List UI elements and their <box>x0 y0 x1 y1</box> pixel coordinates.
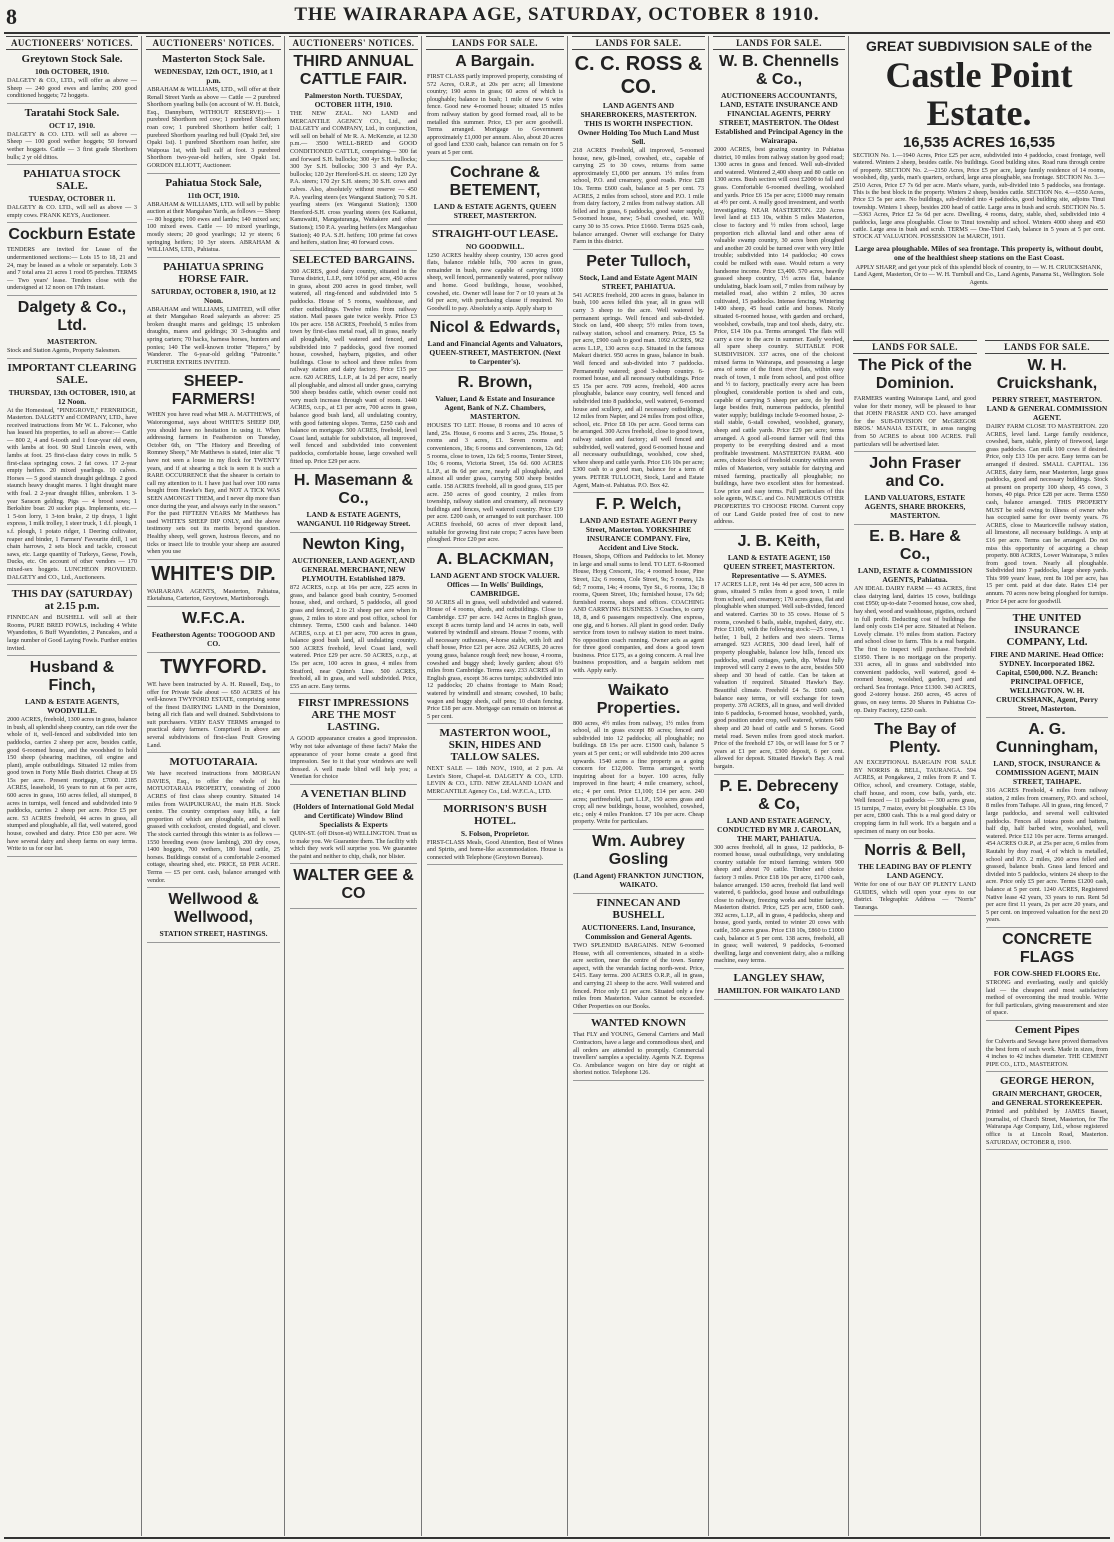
page-number: 8 <box>6 4 17 29</box>
advert-heading: Greytown Stock Sale. <box>21 53 123 65</box>
advert <box>573 1017 704 1081</box>
advert-heading: CONCRETE FLAGS <box>1002 930 1092 966</box>
advert-heading: Wm. Aubrey Gosling <box>592 832 685 868</box>
advert-subheading: LAND AGENTS AND SHAREBROKERS, MASTERTON. THIS IS WORTH INSPECTION. Owner Holding Too Much Land Must Sell. <box>577 101 700 146</box>
advert-body: 2000 ACRES, freehold, 1300 acres in grass, balance in bush, all splendid sheep country, can ride over the whole of it, well-fenced and subdivided into ten paddocks, carries 2 sheep per acre, besides cattle, good 6-roomed house, and the woodshed to hold 150 sheep (shearing machines, oil engine and plant), ample outbuildings. Situated 12 miles from good town in Forty Mile Bush district. Cheap at £6 15s per acre. Present mortgage, £7000. 2185 ACRES, leasehold, 16 years to run at 6s per acre, 600 acres in grass, 160 acres felled, all stumped, 8 acres in turnips, well fenced and subdivided into 9 paddocks, carries 2 sheep per acre. Price £5 per acre. 53 ACRES freehold, 44 acres in grass, all stumped and ploughable, all flat, well watered, good house, cowshed and dairy. Price £30 per acre. We have several dairy and sheep farms on easy terms. Write to us for our list. <box>7 716 138 853</box>
column-divider <box>708 36 709 1536</box>
advert-heading: A VENETIAN BLIND <box>300 788 407 800</box>
advert-body: AN EXCEPTIONAL BARGAIN FOR SALE BY NORRIS & BELL, TAURANGA. 594 ACRES, at Pongakawa, 2 miles from P. and T. Office, school, and creamery. Cottage, stable, chaff house, and room, cow bails, yards, etc. Well fenced — 11 paddocks — 300 acres grass, 15 turnips, 7 maize, every bit ploughable. £3 10s per acre, £800 cash. This is a real good dairy or cropping farm in full work. It's a bargain and a specimen of many on our books. <box>854 759 976 835</box>
advert-heading: John Fraser and Co. <box>869 455 961 491</box>
advert-subheading: Stock, Land and Estate Agent MAIN STREET, PAHIATUA. <box>579 272 698 291</box>
advert-subheading: STATION STREET, HASTINGS. <box>159 929 268 939</box>
advert-heading: WHITE'S DIP. <box>151 562 276 585</box>
advert <box>147 53 280 174</box>
advert <box>714 53 844 530</box>
advert-body: We have received instructions from MORGAN DAVIES, Esq., to offer the whole of his MOTUOTARAIA PROPERTY, consisting of 2000 ACRES of first class sheep country. Situated 14 miles from WAIPUKURAU, the main H.B. Stock centre. The country comprises easy hills, a fair proportion of which are ploughable, and is well grassed with cocksfoot, crested dogstail, and clover. The stock carried through this winter is as follows — 1550 breeding ewes (now lambing), 200 dry cows, 1400 hoggets, 700 wethers, 180 head cattle, 25 horses. Buildings consist of a comfortable 2-roomed cottage, shearing shed, etc. PRICE, £8 PER ACRE. Terms — £5 per cent. cash, balance arranged with vendor. <box>147 770 280 884</box>
advert-heading: SELECTED BARGAINS. <box>292 253 415 266</box>
advert-subheading: MASTERTON. <box>47 336 97 346</box>
advert-body: STRONG and everlasting, easily and quickly laid — the cheapest and most satisfactory method of overcoming the mud trouble. Write for full particulars, giving measurement and size of space. <box>986 978 1108 1017</box>
advert <box>427 727 563 799</box>
advert <box>854 455 976 525</box>
advert-body: FIRST-CLASS Meals, Good Attention, Best of Wines and Spirits, and home-like accommodation. House is connected with Telephone (Greytown Bureau). <box>427 838 563 861</box>
advert <box>854 357 976 452</box>
advert <box>986 1024 1108 1072</box>
advert-heading: MORRISON'S BUSH HOTEL. <box>443 802 547 827</box>
advert-subheading: AUCTIONEER, LAND AGENT, AND GENERAL MERCHANT, NEW PLYMOUTH. Established 1879. <box>291 556 415 584</box>
column-divider <box>567 36 568 1536</box>
advert-heading: R. Brown, <box>457 374 533 392</box>
advert-body: 50 ACRES all in grass, well subdivided and watered. House of 4 rooms, sheds, and outbuildings. Close to Cambridge. £37 per acre. 142 Acres in English grass, except 8 acres turnip land and 14 acres in oats, well watered by windmill and stream. House 7 rooms, with all necessary outhouses, 4-horse stable, with loft and chaff house, Price £21 per acre. 262 ACRES, 20 acres young grass, balance rough feed; new house, 4 rooms, cowshed and buggy shed; lovely garden; about 6½ miles from Cambridge. Terms easy. 233 ACRES all in English grass, except 36 acres turnips; subdivided into 12 paddocks; 20 chains frontage to Main Road; watered by windmill and stream; cowshed, 10 bails; wagon and buggy sheds, calf pens; 10 chain fencing. Price £18 per acre. Mortgage can remain on interest at 5 per cent. <box>427 598 563 720</box>
advert <box>427 164 563 225</box>
advert-subheading: Palmerston North. TUESDAY, OCTOBER 11TH, 1910. <box>304 91 403 109</box>
advert-heading: Masterton Stock Sale. <box>162 53 265 65</box>
footer-rule <box>4 1537 1110 1539</box>
advert-body: 300 ACRES, good dairy country, situated in the Turoa district, L.I.P., rent 10½d per acre, 450 acres in grass, about 200 acres in good timber, well watered, all ring-fenced and subdivided into 5 paddocks. House of 5 rooms, washhouse, and other outbuildings. Twelve miles from railway station. Mail passes gate twice weekly. Price £3 10s per acre. 158 ACRES, Freehold, 5 miles from town by first-class metal road, all in grass, nearly all ploughable, well watered and fenced, and subdivided into 7 paddocks, good five roomed house, cowshed, haybarn, pigsties, and other buildings. Close to school and three miles from railway station and dairy factory. Price £15 per acre. 620 ACRES, L.I.P., at 1s 2d per acre, nearly all ploughable, and almost all under grass, carrying 500 sheep besides cattle, which owner could not very much increase through want of room. 1440 ACRES, o.r.p., at £1 per acre, 700 acres in grass, balance good bush land, all undulating country, with good fattening slopes. Terms, £250 cash and balance on mortgage. 500 ACRES, freehold, level Coast land, suitable for subdivision, all improved, well fenced and subdivided into convenient paddocks, comfortable house, large cowshed well fitted up. Price £29 per acre. <box>290 267 417 465</box>
advert <box>986 721 1108 928</box>
advert-subheading: 11th OCT, 1910. <box>187 190 240 200</box>
advert-subheading: SATURDAY, OCTOBER 8, 1910, at 12 Noon. <box>151 286 276 305</box>
column-7-left <box>851 340 979 1536</box>
advert-subheading: OCT 17, 1910. <box>48 120 96 130</box>
advert-body: 1250 ACRES healthy sheep country, 130 acres good flats, balance ridable hills, 700 acres in grass, remainder in bush, now capable of carrying 1000 sheep, well fenced, permanently watered, poor railway and home. Good buildings, house, woolshed, cowshed, etc. Owner will lease for 7 or 10 years at 3s 6d per acre, with purchasing clause if required. No Goodwill to pay. Absolutely a snip. Apply sharp to <box>427 251 563 312</box>
advert-body: 800 acres, 4½ miles from railway, 1½ miles from school, all in grass except 80 acres; fenced and subdivided into 12 paddocks; all ploughable; no buildings. £8 15s per acre. £1500 cash, balance 5 years at 5 per cent.; or will subdivide into 200 acres upwards. 1540 acres a fine property as a going concern for £12,000. Terms arranged; worth inquiring about for a buyer. 100 acres, fully improved in fine heart; 4 mile creamery, school, etc.; 4 per cent. Price £1,100; £14 per acre. 240 acres; partfreehold, part L.I.P., 150 acres grass and crop; all new buildings, house, woolshed, cowshed, etc.; only 4 miles Frankton. £7 10s per acre. Cheap property. Write for particulars. <box>573 719 704 826</box>
column-divider <box>980 600 981 1536</box>
advert-body: Write for one of our BAY OF PLENTY LAND GUIDES, which will open your eyes to our district. Telegraphic Address — "Norris" Tauranga. <box>854 881 976 911</box>
advert <box>573 53 704 250</box>
advert-heading: A. G. Cunningham, <box>995 721 1099 757</box>
advert-subheading: HAMILTON. FOR WAIKATO LAND <box>717 986 841 996</box>
advert-heading: THE UNITED INSURANCE COMPANY, Ltd. <box>1006 612 1088 649</box>
advert-body: DAIRY FARM CLOSE TO MASTERTON. 220 ACRES, level land. Large family residence, cowshed, barn, stable, plenty of firewood, large grass paddocks. Can milk 100 cows if desired. Price, only £13 10s per acre. Easy terms can be arranged if desired. SMALL CAPITAL. 136 ACRES, dairy farm, near Masterton, large grass paddocks, good and necessary buildings. Stock at present on property 100 sheep, 45 cows, 3 horses, 40 pigs. Price £28 per acre. Terms £550 cash, balance arranged. THIS PROPERTY MUST be sold owing to illness of owner who has occupied same for over twenty years. 76 ACRES, close to Mauriceville railway station, all limestone, all necessary buildings. A snip at £16 per acre. Terms can be arranged. Do not miss this opportunity of acquiring a cheap property. 808 ACRES, Lower Wairarapa, 3 miles from good town. Nearly all ploughable. Subdivided into 7 paddocks, large sheep yards. This 999 years' lease, rent 8s 10d per acre, has 15 per cent. paid at due date. Rates £14 per annum. 70 acres now being ploughed for turnips. Price £4 per acre for goodwill. <box>986 423 1108 605</box>
advert-heading: GEORGE HERON, <box>999 1075 1095 1088</box>
advert-body: FIRST CLASS partly improved property, consisting of 572 Acres, O.R.P., at 20s per acre; all limestone country; 190 acres in grass; 60 acres of which is ploughable; balance in bush; 1 mile of new 6 wire fence. Good new 4-roomed house; situated 15 miles from railway station by good formed road, all to be metalled this summer. Price, £3 per acre goodwill. Terms arranged. Mortgage to Government approximately £1,000 per annum. Also, about 20 acres of good land £330 cash, balance can remain on for 5 years at 5 per cent. <box>427 73 563 156</box>
masthead <box>0 0 1114 32</box>
advert-heading: A. BLACKMAN, <box>436 550 554 568</box>
advert-heading: LANGLEY SHAW, <box>733 972 825 985</box>
advert-body: DALGETY & CO. LTD., will sell as above — 3 empty cows. FRANK KEYS, Auctioneer. <box>7 204 137 219</box>
advert <box>573 253 704 493</box>
advert-heading: WALTER GEE & CO <box>293 867 414 903</box>
banner-highlight: Large area ploughable. Miles of sea frontage. This property is, without doubt, one of the healthiest sheep stations on the East Coast. <box>855 243 1103 262</box>
banner-body: SECTION No. 1.—1940 Acres, Price £25 per acre, subdivided into 4 paddocks, coast frontage, well watered. Winters 2 sheep, besides cattle. No buildings. Good building sites. Road runs through centre of property. SECTION No. 2.—2150 Acres, Price £5 per acre, large family residence of 14 rooms, woolshed, dip, yards, man's quarters, orchard, large area ploughable, sea frontage. SECTION No. 3.—2510 Acres, Price £7 7s 6d per acre. Man's whare, yards, sub-divided into 5 paddocks, sea frontage. This is the best block in the property. Winters 2 sheep, besides cattle. SECTION No. 4.—6550 Acres, Price £3 5s per acre. No buildings, sub-divided into 4 paddocks, good building site, adjoins Tinui township. Winters 1 sheep, besides 200 head of cattle. Large area in bush and scrub. SECTION No. 5.—5363 Acres, Price £2 5s 6d per acre. Dwelling, 4 rooms, dairy, stable, shed, subdivided into 4 paddocks, large area ploughable. Close to Tinui township and school. Winters 4000 sheep and 450 cattle. Large area in bush and scrub. TERMS — One-Third Cash, balance in 5 years at 5 per cent. STOCK AT VALUATION. POSSESSION 1st MARCH, 1911. <box>853 153 1105 241</box>
advert <box>7 299 137 359</box>
advert-heading: C. C. ROSS & CO. <box>574 53 703 98</box>
advert-heading: Newton King, <box>302 536 405 554</box>
advert-body: HOUSES TO LET. House, 8 rooms and 10 acres of land, 25s. House, 6 rooms and 3 acres, 25s. House, 5 rooms and 3 acres, £1. Seven rooms and conveniences, 18s; 6 rooms and conveniences, 12s 6d; 5 rooms, close to town, 12s 6d; 5 rooms, Tenter Street, 10s; 6 rooms, Victoria Street, 15s 6d. 600 ACRES L.I.P., at 8s 6d per acre, nearly all ploughable, and almost all under grass, carrying 500 sheep besides cattle. 158 ACRES freehold, all in good grass, £15 per acre. 250 acres of good country, 2 miles from township, railway station and creamery, all necessary buildings and fences, well watered country. Price £19 per acre. £200 cash, or arranged to suit purchaser. 100 ACRES freehold, 60 acres of river deposit land, suitable for growing first rate crops; 7 acres have been ploughed. Price £20 per acre. <box>427 422 563 544</box>
advert-heading: PAHIATUA SPRING HORSE FAIR. <box>163 260 264 285</box>
advert-heading: J. B. Keith, <box>737 532 821 550</box>
column-4 <box>424 36 566 1536</box>
advert-body: DALGETY & CO. LTD. will sell as above — Sheep — 100 good wether hoggets; 50 forward wether hoggets. Cattle — 3 first grade Shorthorn bulls; 2 yr old dittos. <box>7 130 137 161</box>
advert-heading: Norris & Bell, <box>864 842 966 860</box>
advert <box>7 53 137 104</box>
advert-heading: Wellwood & Wellwood, <box>168 891 259 927</box>
advert <box>7 168 137 223</box>
advert <box>986 357 1108 609</box>
advert-heading: WANTED KNOWN <box>590 1017 687 1030</box>
advert-heading: Pahiatua Stock Sale, <box>165 176 262 189</box>
banner-rule <box>850 289 1108 290</box>
advert <box>147 756 280 888</box>
advert <box>7 107 137 165</box>
advert-body: Houses, Shops, Offices and Paddocks to let. Money in large and small sums to lend. TO LET. 6-Roomed House, Hoyg Crescent, 16s; 4 roomed house, Pine Street, 12s; 6 rooms, Cole Street, 9s; 5 rooms, 12s 6d; 7 rooms, 14s; 4 rooms, Tye St., 6 rooms, 13s; 8 rooms, Queen Street, 10s; furnished house, 17s 6d; furnished rooms, shops and offices. COACHING AND CARRYING BUSINESS. 3 Coaches, to carry 18, 8, and 6 passengers respectively. One express, one gig, and 6 horses. All plant in good order. Daily service from town to railway station to meet trains. No opposition coach running. Owner acts as agent for three good companies, and does a good town business. Price £175, as a going concern. A real live business proposition, and a bargain seldom met with. Apply early. <box>573 553 704 675</box>
advert-heading: IMPORTANT CLEARING SALE. <box>7 361 137 386</box>
advert <box>854 842 976 915</box>
advert-heading: THIRD ANNUAL CATTLE FAIR. <box>293 53 414 88</box>
advert <box>427 228 563 317</box>
advert-body: FINNECAN and BUSHELL will sell at their Rooms, PURE BRED FOWLS, including 4 White Wyandottes, 6 Buff Wyandottes, 2 Pancakes, and a large number of Good Laying Fowls. Further entries invited. <box>7 614 137 652</box>
advert <box>427 53 563 161</box>
advert-subheading: THE LEADING BAY OF PLENTY LAND AGENCY. <box>858 862 972 881</box>
advert-heading: THIS DAY (SATURDAY) at 2.15 p.m. <box>11 588 133 613</box>
advert <box>147 261 280 371</box>
advert-subheading: WEDNESDAY, 12th OCT., 1910, at 1 p.m. <box>153 67 274 85</box>
column-7-right <box>983 340 1111 1536</box>
advert <box>7 226 137 296</box>
advert-heading: SHEEP-FARMERS! <box>171 373 256 409</box>
advert-subheading: LAND AGENT AND STOCK VALUER. Offices — In Wells' Buildings, CAMBRIDGE. <box>430 570 560 598</box>
advert-subheading: PERRY STREET, MASTERTON. LAND & GENERAL COMMISSION AGENT. <box>986 395 1108 422</box>
advert <box>7 659 137 857</box>
advert <box>290 697 417 785</box>
advert-subheading: AUCTIONEERS. Land, Insurance, Commission and General Agents. <box>581 922 696 941</box>
advert-heading: E. B. Hare & Co., <box>869 528 961 564</box>
advert-heading: W. H. Cruickshank, <box>996 357 1098 392</box>
section-heading: LANDS FOR SALE. <box>572 36 705 50</box>
advert-body: 541 ACRES freehold, 200 acres in grass, balance in bush, 100 acres felled this year, all in grass will carry 3 sheep to the acre. Well watered by permanent springs. Well fenced and sub-divided. Stock on land, 400 sheep; 5½ miles from town, railway station, school and creamery. Price, £5 5s per acre, £900 cash to good man. 1092 ACRES, 962 acres L.I.P., 130 acres o.r.p. Situated in the famous Makuri district. 950 acres in grass, balance in bush. Well fenced and sub-divided into 7 paddocks. Permanently watered; good 3-sheep country. 6-roomed house, and all necessary outbuildings. Price £5 15s per acre. 709 acres, freehold, 400 acres ploughable, balance easy country, well fenced and subdivided into 8 paddocks, well watered, 6-roomed house and scullery, and all necessary outbuildings, 12 miles from Napier, and 24 miles from post office, school, etc. Price £8 10s per acre. Good terms can be arranged. 300 Acres freehold, close to good town, railway station and factory; all well fenced and subdivided, well watered, good 6-roomed house and all necessary outbuildings, woolshed, cow shed, where sheep and cattle yards. Price £16 10s per acre; £300 cash to a good man, balance for a term of years. PETER TULLOCH, Stock, Land and Estate Agent, Main-st. Pahiatua. P.O. Box 42. <box>573 291 704 489</box>
column-divider <box>284 36 285 1536</box>
advert <box>427 374 563 548</box>
advert-subheading: LAND AND ESTATE AGENT Perry Street, Masterton. YORKSHIRE INSURANCE COMPANY. Fire, Accident and Live Stock. <box>579 516 698 553</box>
advert-heading: The Pick of the Dominion. <box>858 357 972 392</box>
advert <box>427 803 563 866</box>
advert-heading: P. E. Debreceny & Co, <box>719 777 839 813</box>
advert-body: 316 ACRES Freehold, 4 miles from railway station, 2 miles from creamery, P.O. and school, 8 miles from Taihape. All in grass, ring fenced, 7 large paddocks, and several well cultivated paddocks. Fences all totara posts and battens, half dip, half barbed wire, woolshed, well watered. Price £12 10s per acre. Terms arranged. 454 ACRES O.R.P., at 25s per acre, 6 miles from Rautahi by dray road, 4 of which is metalled, school and P.O. 2 miles, 260 acres felled and grassed, balance bush. Grass land fenced and divided into 5 paddocks, winters 24 sheep to the acre. Price only £5 per acre. Terms £1200 cash, balance at 5 per cent. 1240 ACRES, Registered Native lease 42 years, 33 years to run. Rent 5d per acre first 11 years, 2s per acre 20 years, and 5 per cent. on improved valuation for the next 20 years. <box>986 787 1108 924</box>
advert-body: DALGETY & CO., LTD., will offer as above — Sheep — 240 good ewes and lambs; 200 good conditioned hoggets; 72 hoggets. <box>7 77 137 100</box>
advert-heading: Cochrane & BETEMENT, <box>449 163 541 199</box>
advert-subheading: (Land Agent) FRANKTON JUNCTION, WAIKATO. <box>573 870 704 889</box>
advert-heading: FINNECAN AND BUSHELL <box>596 896 681 921</box>
advert-subheading: LAND AND ESTATE AGENCY, CONDUCTED BY MR J. CAROLAN, THE MART, PAHIATUA. <box>717 815 841 843</box>
column-6 <box>711 36 847 1536</box>
advert <box>714 778 844 970</box>
advert <box>573 897 704 1014</box>
section-heading: LANDS FOR SALE. <box>853 340 977 354</box>
advert-heading: H. Masemann & Co., <box>293 472 414 508</box>
column-1 <box>4 36 140 1536</box>
advert <box>147 656 280 753</box>
advert-heading: FIRST IMPRESSIONS ARE THE MOST LASTING. <box>298 697 409 734</box>
banner-heading: GREAT SUBDIVISION SALE of the <box>865 38 1093 54</box>
advert-subheading: LAND & ESTATE AGENTS, WANGANUI. 110 Ridgeway Street. <box>296 510 411 529</box>
advert-body: Stock and Station Agents, Property Salesmen. <box>7 346 121 354</box>
advert-heading: Husband & Finch, <box>29 659 115 695</box>
section-heading: AUCTIONEERS' NOTICES. <box>6 36 138 50</box>
advert-heading: TWYFORD. <box>160 655 267 678</box>
advert <box>147 563 280 607</box>
advert-heading: F. P. Welch, <box>595 496 682 514</box>
advert-body: ABRAHAM & WILLIAMS, LTD. will sell by public auction at their Mangahao Yards, as follows — Sheep — 80 hoggets; 100 ewes and lambs; 140 mixed sex; 100 mixed ewes. Cattle — 10 mixed yearlings, mostly steers; 20 good yearlings; 12 yr steers; 6 springing heifers; 10 3yr steers. ABRAHAM & WILLIAMS, LTD., Pahiatua. <box>147 200 281 254</box>
advert-body: 2000 ACRES, best grazing country in Pahiatua district, 10 miles from railway station by good road; 1300 acres in grass and fenced. Well sub-divided and watered. Wintered 2,400 sheep and 80 cattle on 1300 acres. Bush section will cost £2000 to fall and grass. Comfortable 6-roomed dwelling, woolshed and yards. Price £6 15s per acre; £1000 may remain at 4½ per cent. A really good investment, and worth investigating. NEAR MASTERTON. 220 Acres level land at £13 10s, within 5 miles Masterton, close to factory and ½ miles from school, large proportion rich alluvial land and other area of valuable swamp country, 30 acres been ploughed and another 20 could be turned over with very little trouble; subdivided into 14 paddocks; 40 cows could be milked with ease. Would return a very handsome income. Price £3,400. 570 acres, heavily grassed sheep country, 1½ acres flat, balance undulating, black loam soil, 7 miles from railway by metalled road, also within 2 miles, 30 acres cultivated, 15 paddocks. Intense fencing. Wintering 1400 sheep, 45 head cattle and horses. Nicely situated 6-roomed house, with garden and orchard, woolshed, cowbails, trap and tool sheds, dairy, etc. Price, £14 10s p.a. Terms arranged. The flats will carry a cow to the acre in summer. Easily worked, all spare sheep country. SUITABLE FOR SUBDIVISION. 337 acres, one of the choicest mixed farms in Wairarapa, and possessing a large area of some of the finest river flats, within easy reach of town, 1 mile from school, and post office and ½ to factory, practically every acre has been ploughed, considerable portion is shed and cuts, capable of carrying 5 sheep per acre, do by feed large besides fruit, numerous paddocks, plentiful water supply; buildings include 9-roomed house, 2-stall stable, 6-stall cowshed, woolshed, granary, sheep and cattle yards. Price £29 per acre; terms arranged. A good all-round farmer will find this property to be everything desired and a most profitable investment. MASTERTON FARM. 400 acres, choice block of freehold country within seven miles of Masterton, very suitable for dairying and mixed farming, practically all ploughable; no buildings, have two excellent sites for homestead. Low price and easy terms. Full particulars of this sole agents, W.B.C. and Co. NUMEROUS OTHER PROPERTIES TO CHOOSE FROM. Current copy of our Land Guide posted free of cost to new address. <box>714 146 844 526</box>
advert-body: 872 ACRES, o.r.p. at 16s per acre, 225 acres in grass, and balance good bush country, 5-roomed house, shed, and orchard, 5 paddocks, all good grass and fenced, 2 to 21 sheep per acre when in grass, 2 miles to store and post office, school for chimney. Terms, £500 cash and balance. 1440 ACRES, o.r.p. at £1 per acre, 700 acres in grass, balance good bush land, all undulating country. 500 ACRES freehold, level Coast land, well watered. Price £29 per acre. 50 ACRES, o.r.p., at 15s per acre, 100 acres in grass, 4 miles from Stratford, near Quinn's Line. 500 ACRES, freehold, all in grass, and well subdivided. Price, £55 an acre. Easy terms. <box>290 584 417 690</box>
advert-subheading: LAND & ESTATE AGENT, 150 QUEEN STREET, MASTERTON. Representative — S. AYMES. <box>723 552 835 580</box>
advert-body: 17 ACRES L.I.P., rent 14s 4d per acre, 500 acres in grass, situated 5 miles from a good town, 1 mile from school, and creamery; 170 acres grass, flat and ploughable when stumped. Well sub-divided, fenced and watered. Carries 30 to 35 cows. House of 5 rooms, cowshed 6 bails, stable, trapshed, dairy, etc. Price £1100, with the following stock:—25 cows, 1 heifer, 1 bull, 2 heifers and two steers. Terms arranged. 923 ACRES, 300 dead level, half of property ploughable, balance low hills, fenced six paddocks, small cottages, yards, dip. Wheat fully improved will carry 2 ewes to the acre, besides 500 sheep and 30 head of cattle. Can be taken at valuation if required. Situated Hawke's Bay. Beautiful climate. Freehold £4 5s. £600 cash, balance easy terms, or will exchange for town property. 378 ACRES, all in grass, and well divided into 6 paddocks, 6-roomed house, woolshed, yards, good position under crop, well watered, winters 640 sheep and 20 head of cattle and 5 horses. Good metal road. Seven miles from good stock market. Price of the freehold £7 10s, or will lease for 5 or 7 years at £1 per acre, £300 deposit, 6 per cent. allowed for deposit. Situated Hawke's Bay. A real bargain. <box>714 580 844 770</box>
advert-heading: Cockburn Estate <box>8 226 136 244</box>
column-5 <box>570 36 707 1536</box>
advert-subheading: LAND VALUATORS, ESTATE AGENTS, SHARE BROKERS, MASTERTON. <box>864 493 966 521</box>
advert-subheading: LAND & ESTATE AGENTS, WOODVILLE. <box>25 697 119 716</box>
advert <box>427 319 563 371</box>
advert <box>854 721 976 839</box>
advert-subheading: LAND, ESTATE & COMMISSION AGENTS, Pahiatua. <box>857 566 973 585</box>
advert-heading: Peter Tulloch, <box>586 252 691 270</box>
advert-subheading: (Holders of International Gold Medal and Certificate) Window Blind Specialists & Experts <box>293 802 414 829</box>
advert-body: WE have been instructed by A. H. Russell, Esq., to offer for Private Sale about — 650 ACRES of his well-known TWYFORD ESTATE, comprising some of the finest DAIRYING LAND in the Dominion, being all rich flats and well drained. Subdivisions to suit purchasers. VERY EASY TERMS arranged to practical dairy farmers. Comprised in above are several subdivisions of first-class Fruit Growing Land. <box>147 680 280 749</box>
advert-subheading: THURSDAY, 13th OCTOBER, 1910, at 12 Noon. <box>8 387 136 406</box>
column-divider <box>141 36 142 1536</box>
advert-subheading: Land and Financial Agents and Valuators, QUEEN-STREET, MASTERTON. (Next to Carpenter's). <box>427 339 563 367</box>
advert-heading: Cement Pipes <box>1014 1023 1080 1036</box>
advert <box>986 1075 1108 1150</box>
advert-subheading: FIRE AND MARINE. Head Office: SYDNEY. Incorporated 1862. Capital, £500,000. N.Z. Branch: PRINCIPAL OFFICE, WELLINGTON. W. H. CRUICKSHANK, Agent, Perry Street, Masterton. <box>990 650 1104 714</box>
advert-body: ABRAHAM and WILLIAMS, LIMITED, will offer at their Mangahao Road saleyards as above: 25 broken draught mares and geldings; 15 unbroken draughts, mares and geldings; 30 3-draughts and spring carters; 70 hacks, harness horses, hunters and ponies; 140 The well-known trotter "Hepero," by Wanderer. The 6-year-old gelding "Patronite." FURTHER ENTRIES INVITED. <box>147 305 280 366</box>
advert-heading: Waikato Properties. <box>596 681 681 717</box>
advert-heading: Nicol & Edwards, <box>429 319 561 337</box>
advert <box>147 373 280 559</box>
advert-body: TENDERS are invited for Lease of the undermentioned sections:— Lots 15 to 18, 21 and 24, may be leased as a whole or separately. Lots 3 and 7 total area 21 acres 1 rood 05 perches. TERMS — Two years' lease. Tenders close with the undersigned at 12 noon on 17th instant. <box>7 246 137 292</box>
advert-heading: W.F.C.A. <box>181 609 246 627</box>
advert-body: WAIRARAPA AGENTS, Masterton, Pahiatua, Eketahuna, Carterton, Greytown, Martinborough. <box>147 587 280 603</box>
advert <box>986 931 1108 1021</box>
advert <box>290 788 417 864</box>
advert <box>714 533 844 775</box>
advert-body: QUIN-ST. (off Dixon-st) WELLINGTON. Trust us to make you. We Guarantee them. The facility with which they work will surprise you. We guarantee the paint and neither to chip, chalk, nor blister. <box>290 830 417 860</box>
advert-body: WHEN you have read what MR A. MATTHEWS, of Waiorongomai, says about WHITE'S SHEEP DIP, you should have no hesitation in using it. When addressing farmers in Featherston on Tuesday, October 6th, on "The History and Breeding of Romney Sheep," Mr Matthews is stated, inter alia: "I have not seen a louse in my flock for TWENTY years, and if at shearing a tick is seen it is such a RARE OCCURRENCE that the shearer is certain to call my attention to it. I have just had over 100 rams bought from Hawke's Bay, and NOT A TICK WAS SEEN AMONGST THEM, and I never dip more than once during the year, and always early in the season." For the past FIFTEEN YEARS Mr Matthews has used WHITE'S SHEEP DIP ONLY, and the above testimony sets out its merits beyond question. Healthy sheep, well grown, lustrous fleeces, and no ticks or insect life to trouble your sheep are assured when you use <box>147 411 280 556</box>
section-heading: LANDS FOR SALE. <box>985 340 1109 354</box>
advert-subheading: FOR COW-SHED FLOORS Etc. <box>993 968 1101 978</box>
advert-body: AN IDEAL DAIRY FARM — 43 ACRES, first class dairying land, dairies 15 cows, buildings cost £950; up-to-date 7-roomed house, cow shed, hay shed, wood and washhouse, pigsties, orchard in full profit. Deducting cost of buildings the land only costs £14 per acre. Situated at Nelson. Lovely climate. 1½ miles from station. Factory and school close to farm. This is a real bargain. The first to inspect will purchase. Freehold £1950. There is no mortgage on the property. 331 acres, all in grass and subdivided into convenient paddocks, well watered, good 4-roomed house, woolshed, garden, yard and orchard. Sea frontage. Price £1300. 340 ACRES, good 2-storey house. 260 acres, 45 acres of grass, on easy terms. 20 Shares in Pahiatua Co-op. Dairy Factory, £250 cash. <box>854 585 977 714</box>
advert-heading: STRAIGHT-OUT LEASE. <box>432 227 558 240</box>
advert-body: 300 acres freehold, all in grass, 12 paddocks, 8-roomed house, usual outbuildings, very undulating country suitable for mixed farming; winters 900 sheep and about 70 cattle. Timber and choice factory 3 miles. Price £18 10s per acre, £1700 cash, balance arranged. 150 acres, freehold flat land well watered, 6 paddocks, good house and outbuildings close to railway, freezing works and butter factory, Masterton district. Price, £25 per acre, £600 cash. 392 acres, L.I.P., all in grass, 4 paddocks, sheep and house, good yards, rented to winter 20 cows with cattle, 350 acres grass. Price £18 10s, £860 to £1000 cash, balance at 5 per cent. 138 acres, freehold, all in grass; well watered, 9 paddocks, 6-roomed dwelling, large and convenient dairy, also a milking machine, easy terms. <box>714 843 844 965</box>
advert-body: NEXT SALE — 18th NOV., 1910, at 2 p.m. At Levin's Store, Chapel-st. DALGETY & CO., LTD. LEVIN & CO., LTD. NEW ZEALAND LOAN and MERCANTILE Agency Co., Ltd. W.F.C.A., LTD. <box>427 765 563 796</box>
advert <box>7 362 137 586</box>
section-heading: AUCTIONEERS' NOTICES. <box>289 36 418 50</box>
column-divider <box>848 36 849 1536</box>
advert-heading: The Bay of Plenty. <box>874 721 956 757</box>
banner-title: Castle Point Estate. <box>885 55 1073 133</box>
castle-point-banner <box>850 36 1108 292</box>
advert <box>147 177 280 258</box>
advert-subheading: S. Folson, Proprietor. <box>460 828 530 838</box>
advert-subheading: LAND, STOCK, INSURANCE & COMMISSION AGENT, MAIN STREET, TAIHAPE. <box>993 759 1101 787</box>
banner-apply: APPLY SHARP, and get your pick of this splendid block of country, to — W. H. CRUICKSHANK, Land Agent, Masterton, Or to — W. H. Turnbull and Co., Land Agents, Panama St., Wellington. Sole Agents. <box>853 263 1105 287</box>
section-heading: LANDS FOR SALE. <box>426 36 564 50</box>
advert-heading: A Bargain. <box>455 53 535 70</box>
advert-heading: PAHIATUA STOCK SALE. <box>23 168 121 193</box>
advert-body: TWO SPLENDID BARGAINS. NEW 6-roomed House, with all conveniences, situated in a sixth-acre section, near the centre of the town. Sunny aspect, with the verandah facing north-west. Price, £415. Easy terms. 200 ACRES O.R.P., all in grass, and carrying 21 sheep to the acre. Well watered and fenced. Price only £1 per acre. Situated only a few miles from Masterton. Value cannot be exceeded. Other Properties on our Books. <box>573 941 704 1010</box>
advert <box>854 528 976 718</box>
advert <box>986 612 1108 718</box>
advert <box>147 891 280 943</box>
column-3 <box>287 36 420 1536</box>
banner-acres: 16,535 ACRES 16,535 <box>902 134 1056 151</box>
advert-subheading: 10th OCTOBER, 1910. <box>34 67 110 76</box>
advert <box>290 254 417 469</box>
advert-heading: Taratahi Stock Sale. <box>24 106 120 119</box>
advert <box>714 972 844 1000</box>
advert-body: 218 ACRES Freehold, all improved, 5-roomed house, new, gib-lined, cowshed, etc., capable of carrying 25 to 30 cows, returns from same approximately £1,000 per annum. 1½ miles from school, P.O. and creamery, good roads. Price £28 10s. Terms £600 cash, balance at 5 per cent. 73 ACRES, 2 miles from school, store and P.O. 1 mile from dairy factory, 2 miles from railway station. All felled and in grass, 6 paddocks, good water supply, 5-roomed house, new; 5-bail cowshed, etc. Will carry 30 to 35 cows. Price £1660. Terms £625 cash, balance arranged. Owner will exchange for Dairy Farm in this district. <box>573 147 704 246</box>
advert-subheading: Valuer, Land & Estate and Insurance Agent, Bank of N.Z. Chambers, MASTERTON. <box>435 394 555 422</box>
advert <box>147 610 280 653</box>
advert <box>427 551 563 725</box>
advert-body: ABRAHAM & WILLIAMS, LTD., will offer at their Renall Street Yards as above — Cattle — 2 purebred Shorthorn yearling bulls (on account of W. H. Buick, Esq., Dannyburn, WITHOUT RESERVE):— 1 purebred Shorthorn red cow; 1 purebred Shorthorn roan cow; 1 purebred Shorthorn heifer calf; 1 purebred Shorthorn yearling red bull (Opaki 3rd, sire Opaki 1st). 1 purebred Shorthorn roan heifer, sire Waipoua 1st, with bull calf at foot. 3 purebred Shorthorn two-year-old heifers, sire Opaki 1st. GORDON ELLIOTT, Auctioneer. <box>147 86 280 169</box>
advert-body: That FLY and YOUNG, General Carriers and Mail Contractors, have a large and commodious shed, and all orders are attended to promptly. Commercial travellers' samples a speciality. Agents N.Z. Express Co. Ambulance wagon on hire day or night at shortest notice. Telephone 126. <box>573 1031 704 1077</box>
advert-subheading: LAND & ESTATE AGENTS, QUEEN STREET, MASTERTON. <box>433 201 557 220</box>
advert-subheading: NO GOODWILL. <box>465 241 525 251</box>
column-divider <box>421 36 422 1536</box>
advert <box>290 53 417 251</box>
advert <box>573 682 704 830</box>
advert <box>573 833 704 894</box>
advert-body: for Culverts and Sewage have proved themselves the best form of such work. Made in sizes, from 4 inches to 42 inches diameter. THE CEMENT PIPE CO., LTD., MASTERTON. <box>986 1037 1108 1068</box>
advert <box>290 536 417 694</box>
advert <box>290 472 417 533</box>
newspaper-title: THE WAIRARAPA AGE, SATURDAY, OCTOBER 8 1910. <box>294 4 820 25</box>
advert-subheading: AUCTIONEERS ACCOUNTANTS, LAND, ESTATE INSURANCE AND FINANCIAL AGENTS, PERRY STREET, MASTERTON. The Oldest Established and Principal Agency in the Wairarapa. <box>715 91 843 145</box>
advert-subheading: TUESDAY, OCTOBER 11. <box>28 194 116 204</box>
section-heading: LANDS FOR SALE. <box>713 36 845 50</box>
advert <box>290 867 417 909</box>
column-2 <box>144 36 283 1536</box>
advert-subheading: GRAIN MERCHANT, GROCER, and GENERAL STOREKEEPER. <box>991 1089 1103 1108</box>
advert-heading: MASTERTON WOOL, SKIN, HIDES AND TALLOW SALES. <box>439 727 551 764</box>
advert-subheading: Featherston Agents: TOOGOOD AND CO. <box>151 629 276 648</box>
advert-heading: W. B. Chennells & Co., <box>718 53 839 88</box>
advert-body: Printed and published by JAMES Basset, journalist, of Church Street, Masterton, for The Wairarapa Age Company, Ltd., whose registered office is at Lincoln Road, Masterton. SATURDAY, OCTOBER 8, 1910. <box>986 1108 1108 1146</box>
advert-heading: MOTUOTARAIA. <box>169 756 258 769</box>
advert-body: FARMERS wanting Wairarapa Land, and good value for their money, will be pleased to hear that JOHN FRASER AND CO. have arranged for the SUB-DIVISION OF McGREGOR BROS.' MANAIA ESTATE, in areas ranging from 50 ACRES to about 100 ACRES. Full particulars will be advertised later. <box>854 395 976 448</box>
advert-body: THE NEW ZEAL. NO LAND and MERCANTILE AGENCY CO., Ltd., and DALGETY and COMPANY, Ltd., in conjunction, will sell on behalf of Mr R. A. McKenzie, at 12.30 p.m.— 3500 WELL-BRED and GOOD CONDITIONED CATTLE, comprising— 300 fat and forward S.H. bullocks; 300 4yr S.H. bullocks; 300 3yr S.H. bullocks; 300 3 and 4yr P.A. bullocks; 120 2yr Hereford-S.H. cr. steers; 120 2yr P.A. steers; 170 2yr S.H. steers; 30 S.H. cows and calves. Also, absolutely without reserve — 450 P.A. yearling steers (ex Wanganui Station); 70 S.H. yearling steers (ex Wanganui Station); 1300 Hereford-S.H. cross yearling steers (ex Kaikanui, Kanuwaiiti, Mangaturanga, Waitakere and other Stations); 150 P.A. yearling heifers (ex Mangaohau Station); 40 P.A. S.H. heifers; 100 prime fat cows and heifers, station line; 40 forward cows. <box>290 110 417 247</box>
advert <box>573 496 704 679</box>
advert <box>7 588 137 656</box>
section-heading: AUCTIONEERS' NOTICES. <box>146 36 281 50</box>
advert-heading: Dalgety & Co., Ltd. <box>17 298 127 334</box>
masthead-rule <box>4 32 1110 34</box>
advert-body: A GOOD appearance creates a good impression. Why not take advantage of these facts? Make the appearance of your home create a good first impression. See to it that your windows are well dressed. A well made blind will help you; a Venetian for choice <box>290 735 417 781</box>
advert-body: At the Homestead, "PINEGROVE," FERNRIDGE, Masterton. DALGETY and COMPANY, LTD., have received instructions from Mr W. L. Falconer, who has leased his properties, to sell as above:— Cattle — 800 2, 4 and 6-tooth and 1 four-year old ewes, with lambs at foot. 90 Stud Lincoln ewes, with lambs at foot. 25 first-class dairy cows in milk. 5 first-class springing cows. 2 fat cows. 17 2-year empty heifers. 20 mixed yearlings. 10 calves. Horses — 5 good staunch draught geldings. 2 good staunch heavy draught mares. 1 light draught mare with foal. 2 2-year draught fillies, unbroken. 1 3-year Saracen gelding. Pigs — 4 brood sows; 1 Berkshire boar. 20 sucker pigs. Implements, etc.— 1 5-ton lorry, 1 3-ton brake, 2 tip drays, 1 light express, 1 milk trolley, 1 steer truck, 1 d.f. plough, 1 s.f. plough, 1 potato ridger, 1 Deering cultivator, reaper and binder, 1 Farmers' Favourite drill, 1 set chain harrows, 2 sets block and tackle, crosscut saws, etc. Large quantity of Turkeys, Geese, Fowls, Ducks, etc. On account of other vendors — 170 mixed-sex hoggets. LUNCHEON PROVIDED. DALGETY and CO., Ltd., Auctioneers. <box>7 406 137 581</box>
